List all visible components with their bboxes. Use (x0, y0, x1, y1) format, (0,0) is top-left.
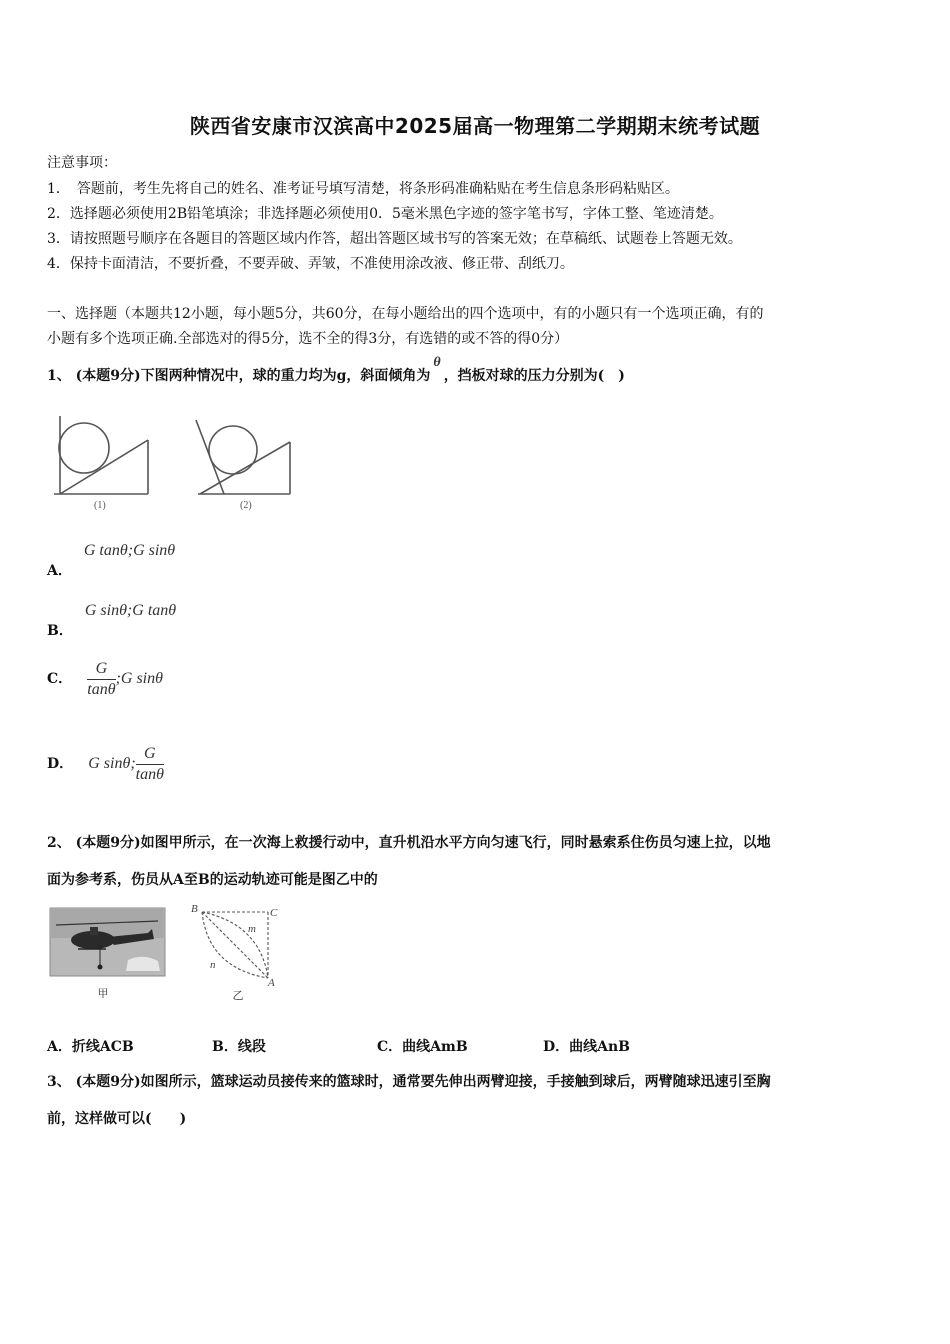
fraction-denominator: tanθ (87, 681, 116, 698)
option-label: A． (47, 1039, 72, 1055)
option-expr-lead: G sinθ; (88, 755, 136, 773)
helicopter-photo (48, 905, 168, 1001)
q2-stem: 2、 (本题9分)如图甲所示，在一次海上救援行动中，直升机沿水平方向匀速飞行，同时悬索系住伤员匀速上拉，以地 (47, 835, 771, 851)
q2-option-c[interactable] (377, 1036, 468, 1056)
q1-option-d[interactable] (47, 745, 164, 784)
q1-fig-label-1: (1) (94, 500, 106, 511)
option-text: 线段 (237, 1039, 266, 1055)
section-heading-cont: 小题有多个选项正确.全部选对的得5分，选不全的得3分，有选错的或不答的得0分） (47, 331, 569, 347)
option-label: A． (47, 563, 72, 579)
q1-fig-label-2: (2) (240, 500, 252, 511)
option-label: C． (47, 671, 73, 688)
option-text: 曲线AnB (569, 1039, 631, 1055)
notice-item: 3．请按照题号顺序在各题目的答题区域内作答，超出答题区域书写的答案无效；在草稿纸、试题卷上答题无效。 (47, 231, 742, 247)
theta-symbol: θ (433, 355, 441, 370)
notice-heading: 注意事项： (47, 155, 117, 171)
q3-stem-cont: 前，这样做可以( ) (47, 1111, 187, 1127)
q3-stem: 3、 (本题9分)如图所示，篮球运动员接传来的篮球时，通常要先伸出两臂迎接，手接触到球后，两臂随球迅速引至胸 (47, 1074, 771, 1090)
q2-option-b[interactable] (212, 1036, 266, 1056)
fraction-denominator: tanθ (135, 766, 164, 783)
q1-option-b[interactable] (47, 600, 177, 639)
q1-option-a[interactable] (47, 540, 176, 579)
q1-figure-2 (196, 420, 290, 494)
fraction (136, 745, 164, 784)
curve-m-label: m (248, 923, 256, 935)
option-label: B． (212, 1039, 238, 1055)
point-c-label: C (270, 907, 278, 919)
q1-figure (48, 408, 298, 516)
option-text: 曲线AmB (402, 1039, 468, 1055)
q1-option-c[interactable] (47, 660, 163, 699)
section-heading: 一、选择题（本题共12小题，每小题5分，共60分，在每小题给出的四个选项中，有的小题只有一个选项正确，有的 (47, 306, 764, 322)
option-expr: G tanθ;G sinθ (83, 542, 176, 559)
option-label: C． (377, 1039, 403, 1055)
curve-n-label: n (210, 959, 216, 971)
trajectory-diagram (188, 900, 284, 1002)
notice-item: 2．选择题必须使用2B铅笔填涂；非选择题必须使用0．5毫米黑色字迹的签字笔书写，字体工整、笔迹清楚。 (47, 206, 723, 222)
option-expr-rest: ;G sinθ (115, 670, 163, 688)
q2-option-a[interactable] (47, 1036, 134, 1056)
q1-stem-suffix: ，挡板对球的压力分别为( ) (443, 368, 625, 384)
option-label: B． (47, 623, 73, 639)
point-a-label: A (268, 977, 275, 989)
notice-item: 1． 答题前，考生先将自己的姓名、准考证号填写清楚，将条形码准确粘贴在考生信息条形码粘贴区。 (47, 181, 679, 197)
option-text: 折线ACB (71, 1039, 134, 1055)
q2-option-d[interactable] (543, 1036, 630, 1056)
q1-figure-1 (54, 416, 148, 494)
option-expr: G sinθ;G tanθ (84, 602, 177, 619)
fig-label-yi: 乙 (232, 990, 244, 1002)
point-b-label: B (191, 903, 198, 915)
fraction (87, 660, 115, 699)
fig-label-jia: 甲 (97, 988, 109, 1000)
q1-stem (47, 355, 625, 385)
notice-item: 4．保持卡面清洁，不要折叠，不要弄破、弄皱，不准使用涂改液、修正带、刮纸刀。 (47, 256, 574, 272)
q1-stem-prefix: 1、 (本题9分)下图两种情况中，球的重力均为g，斜面倾角为 (47, 368, 431, 384)
q2-stem-cont: 面为参考系，伤员从A至B的运动轨迹可能是图乙中的 (47, 872, 378, 888)
fraction-numerator: G (136, 745, 164, 765)
page-title: 陕西省安康市汉滨高中2025届高一物理第二学期期末统考试题 (189, 114, 761, 138)
option-label: D． (47, 756, 74, 773)
option-label: D． (543, 1039, 570, 1055)
fraction-numerator: G (87, 660, 115, 680)
